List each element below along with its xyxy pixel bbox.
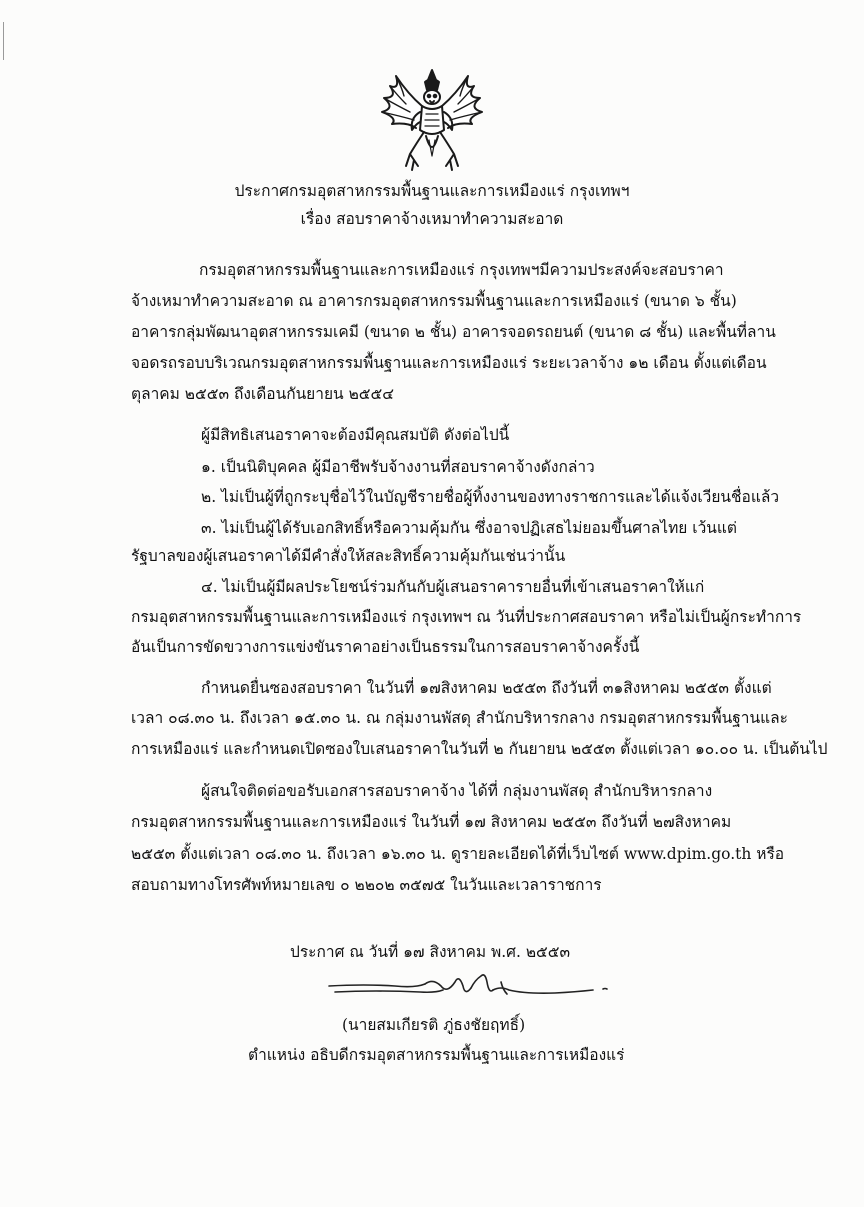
qualifications-heading: ผู้มีสิทธิเสนอราคาจะต้องมีคุณสมบัติ ดังต่อไปนี้ <box>201 426 510 444</box>
schedule-line: เวลา ๐๘.๓๐ น. ถึงเวลา ๑๕.๓๐ น. ณ กลุ่มงานพัสดุ สำนักบริหารกลาง กรมอุตสาหกรรมพื้นฐานและ <box>131 709 788 727</box>
intro-line: จอดรถรอบบริเวณกรมอุตสาหกรรมพื้นฐานและการเหมืองแร่ ระยะเวลาจ้าง ๑๒ เดือน ตั้งแต่เดือน <box>131 354 767 372</box>
qualification-item: ๔. ไม่เป็นผู้มีผลประโยชน์ร่วมกันกับผู้เสนอราคารายอื่นที่เข้าเสนอราคาให้แก่ <box>201 578 705 596</box>
qualification-item: อันเป็นการขัดขวางการแข่งขันราคาอย่างเป็นธรรมในการสอบราคาจ้างครั้งนี้ <box>131 638 640 656</box>
signer-position: ตำแหน่ง อธิบดีกรมอุตสาหกรรมพื้นฐานและการเหมืองแร่ <box>248 1046 625 1064</box>
announcement-subject: เรื่อง สอบราคาจ้างเหมาทำความสะอาด <box>300 210 564 228</box>
schedule-line: กำหนดยื่นซองสอบราคา ในวันที่ ๑๗สิงหาคม ๒๕๕๓ ถึงวันที่ ๓๑สิงหาคม ๒๕๕๓ ตั้งแต่ <box>201 679 772 697</box>
qualification-item: รัฐบาลของผู้เสนอราคาได้มีคำสั่งให้สละสิทธิ์ความคุ้มกันเช่นว่านั้น <box>131 547 566 565</box>
qualification-item: ๑. เป็นนิติบุคคล ผู้มีอาชีพรับจ้างงานที่สอบราคาจ้างดังกล่าว <box>201 458 595 476</box>
contact-line: กรมอุตสาหกรรมพื้นฐานและการเหมืองแร่ ในวันที่ ๑๗ สิงหาคม ๒๕๕๓ ถึงวันที่ ๒๗สิงหาคม <box>131 813 732 831</box>
intro-line: จ้างเหมาทำความสะอาด ณ อาคารกรมอุตสาหกรรมพื้นฐานและการเหมืองแร่ (ขนาด ๖ ชั้น) <box>131 292 737 310</box>
intro-line: ตุลาคม ๒๕๕๓ ถึงเดือนกันยายน ๒๕๕๔ <box>131 385 394 403</box>
announcement-title: ประกาศกรมอุตสาหกรรมพื้นฐานและการเหมืองแร่ กรุงเทพฯ <box>234 182 630 200</box>
garuda-emblem-icon <box>370 66 494 176</box>
intro-line: อาคารกลุ่มพัฒนาอุตสาหกรรมเคมี (ขนาด ๒ ชั้น) อาคารจอดรถยนต์ (ขนาด ๘ ชั้น) และพื้นที่ลาน <box>131 323 776 341</box>
announcement-date: ประกาศ ณ วันที่ ๑๗ สิงหาคม พ.ศ. ๒๕๕๓ <box>290 943 571 961</box>
intro-line: กรมอุตสาหกรรมพื้นฐานและการเหมืองแร่ กรุงเทพฯมีความประสงค์จะสอบราคา <box>199 261 724 279</box>
handwritten-signature <box>325 968 625 1008</box>
qualification-item: กรมอุตสาหกรรมพื้นฐานและการเหมืองแร่ กรุงเทพฯ ณ วันที่ประกาศสอบราคา หรือไม่เป็นผู้กระทำการ <box>131 608 802 626</box>
contact-line: ๒๕๕๓ ตั้งแต่เวลา ๐๘.๓๐ น. ถึงเวลา ๑๖.๓๐ น. ดูรายละเอียดได้ที่เว็บไซต์ www.dpim.go.th หรือ <box>131 845 785 863</box>
qualification-item: ๓. ไม่เป็นผู้ได้รับเอกสิทธิ์หรือความคุ้มกัน ซึ่งอาจปฏิเสธไม่ยอมขึ้นศาลไทย เว้นแต่ <box>201 519 737 537</box>
signer-name: (นายสมเกียรติ ภู่ธงชัยฤทธิ์) <box>342 1016 526 1034</box>
contact-line: ผู้สนใจติดต่อขอรับเอกสารสอบราคาจ้าง ได้ที่ กลุ่มงานพัสดุ สำนักบริหารกลาง <box>201 782 713 800</box>
contact-line: สอบถามทางโทรศัพท์หมายเลข ๐ ๒๒๐๒ ๓๕๗๕ ในวันและเวลาราชการ <box>131 876 602 894</box>
scan-edge-mark <box>3 22 4 60</box>
schedule-line: การเหมืองแร่ และกำหนดเปิดซองใบเสนอราคาในวันที่ ๒ กันยายน ๒๕๕๓ ตั้งแต่เวลา ๑๐.๐๐ น. เป็นต้นไป <box>131 740 828 758</box>
qualification-item: ๒. ไม่เป็นผู้ที่ถูกระบุชื่อไว้ในบัญชีรายชื่อผู้ทิ้งงานของทางราชการและได้แจ้งเวียนชื่อแล้ว <box>201 488 780 506</box>
